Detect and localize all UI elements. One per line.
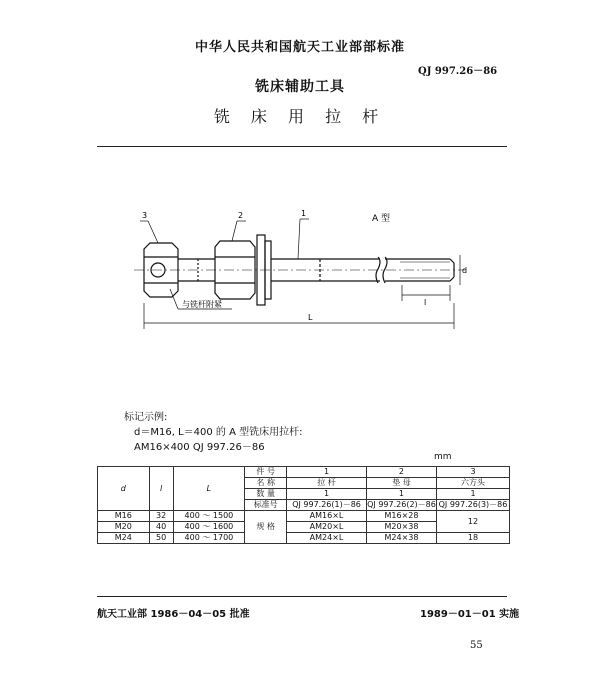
example-heading: 标记示例: (124, 412, 168, 423)
col-header-d: d (98, 467, 150, 511)
organization-title: 中华人民共和国航天工业部部标准 (194, 40, 405, 55)
std-3: QJ 997.26(3)－86 (436, 500, 509, 511)
row-l: 50 (149, 533, 173, 544)
balloon-1: 1 (301, 209, 307, 218)
dim-L-label: L (308, 313, 313, 322)
footer-divider (97, 596, 507, 597)
label-name: 名 称 (245, 478, 287, 489)
row-p1: AM24×L (287, 533, 367, 544)
name-2: 垫 母 (366, 478, 436, 489)
std-1: QJ 997.26(1)－86 (287, 500, 367, 511)
row-L: 400 ～ 1700 (173, 533, 245, 544)
page-title: 铣 床 用 拉 杆 (213, 107, 387, 126)
row-p1: AM20×L (287, 522, 367, 533)
qty-3: 1 (436, 489, 509, 500)
p3-merged: 12 (436, 511, 509, 533)
balloon-2: 2 (238, 211, 244, 220)
example-line-1: d＝M16, L＝400 的 A 型铣床用拉杆: (134, 427, 303, 438)
drawing-annotation: 与铣杆附紧 (182, 300, 222, 309)
part-no-1: 1 (287, 467, 367, 478)
row-L: 400 ～ 1600 (173, 522, 245, 533)
spec-table (97, 466, 510, 544)
category-title: 铣床辅助工具 (255, 79, 345, 95)
label-part-no: 件 号 (245, 467, 287, 478)
header-divider (97, 146, 507, 147)
row-p2: M20×38 (366, 522, 436, 533)
row-d: M20 (98, 522, 150, 533)
row-L: 400 ～ 1500 (173, 511, 245, 522)
standard-number: QJ 997.26－86 (418, 66, 498, 77)
dim-l-label: l (424, 298, 427, 307)
std-2: QJ 997.26(2)－86 (367, 500, 436, 509)
part-no-3: 3 (436, 467, 509, 478)
pull-rod-drawing (120, 205, 480, 340)
row-l: 32 (149, 511, 173, 522)
row-p1: AM16×L (287, 511, 367, 522)
row-d: M24 (98, 533, 150, 544)
row-l: 40 (149, 522, 173, 533)
col-header-l: l (149, 467, 173, 511)
dim-d-label: d (462, 266, 468, 275)
row-d: M16 (98, 511, 150, 522)
part-no-2: 2 (366, 467, 436, 478)
view-label: A 型 (372, 214, 391, 224)
row-p2: M16×28 (366, 511, 436, 522)
balloon-3: 3 (142, 211, 148, 220)
approval-note: 航天工业部 1986－04－05 批准 (97, 609, 250, 620)
row-p2: M24×38 (366, 533, 436, 544)
label-qty: 数 量 (245, 489, 287, 500)
label-spec: 规 格 (245, 511, 287, 544)
example-line-2: AM16×400 QJ 997.26－86 (134, 442, 265, 453)
qty-2: 1 (366, 489, 436, 500)
page-number: 55 (470, 640, 483, 651)
qty-1: 1 (287, 489, 367, 500)
p3-bottom: 18 (436, 533, 509, 544)
label-std-no: 标准号 (245, 500, 287, 511)
table-row (98, 511, 510, 522)
unit-label: mm (434, 452, 452, 462)
col-header-L: L (173, 467, 245, 511)
table-row (98, 533, 510, 544)
name-1: 拉 杆 (287, 478, 367, 489)
name-3: 六方头 (436, 478, 509, 489)
effective-date: 1989－01－01 实施 (420, 609, 520, 620)
